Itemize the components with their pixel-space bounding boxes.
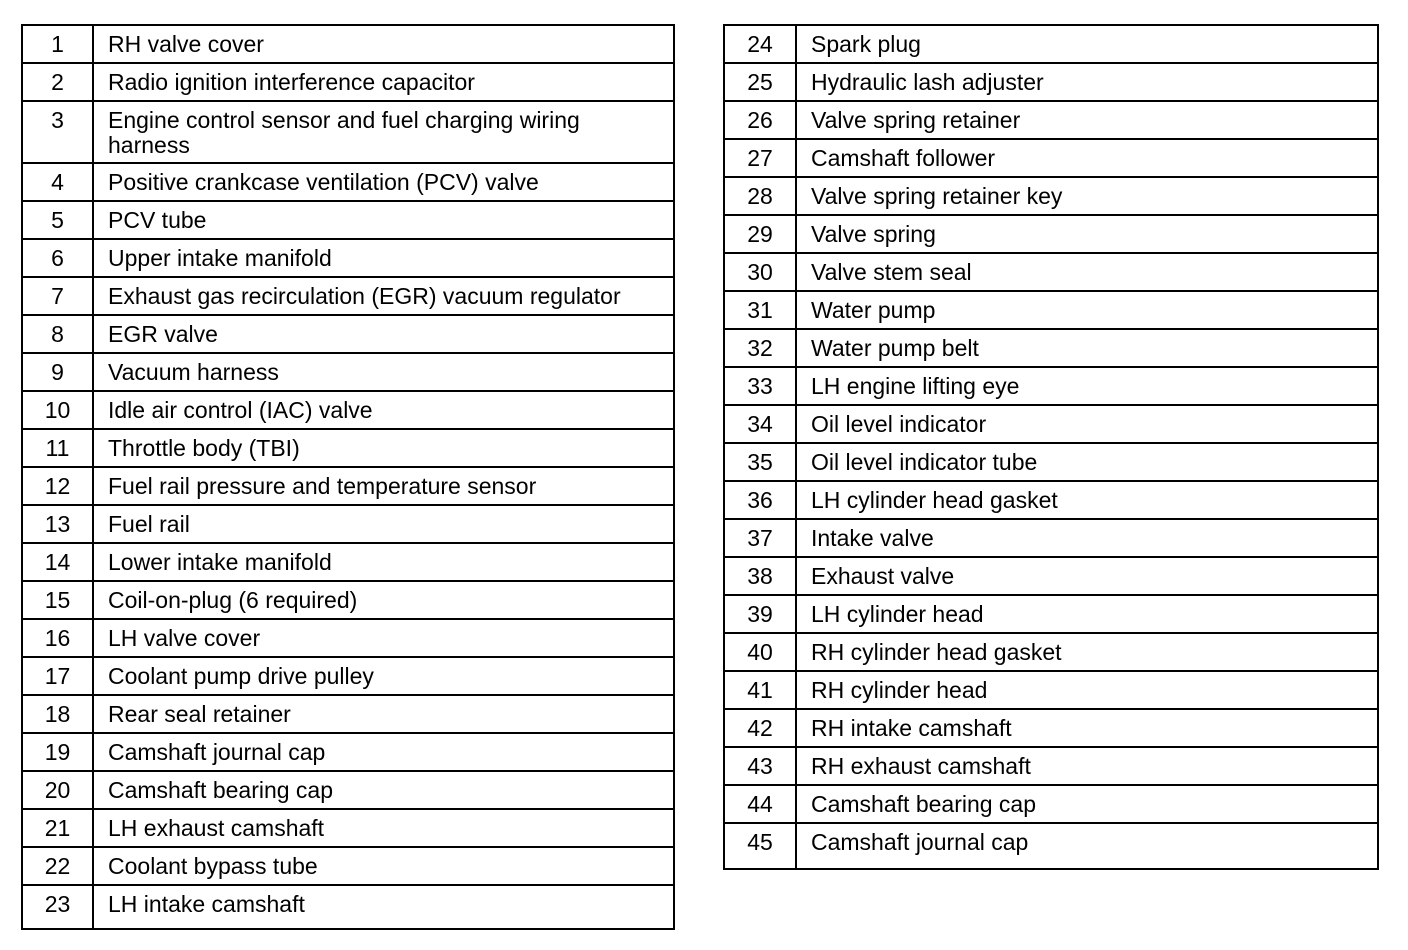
part-number: 34 bbox=[724, 405, 796, 443]
part-description: Valve spring retainer bbox=[796, 101, 1378, 139]
part-number: 20 bbox=[22, 771, 93, 809]
part-description: Lower intake manifold bbox=[93, 543, 674, 581]
part-number: 25 bbox=[724, 63, 796, 101]
part-description: EGR valve bbox=[93, 315, 674, 353]
table-row bbox=[724, 557, 1378, 595]
part-description: Oil level indicator bbox=[796, 405, 1378, 443]
part-number: 5 bbox=[22, 201, 93, 239]
part-description: LH cylinder head bbox=[796, 595, 1378, 633]
part-description: Water pump bbox=[796, 291, 1378, 329]
part-number: 36 bbox=[724, 481, 796, 519]
table-row bbox=[22, 163, 674, 201]
part-number: 26 bbox=[724, 101, 796, 139]
table-row bbox=[724, 367, 1378, 405]
part-number: 16 bbox=[22, 619, 93, 657]
part-description: LH exhaust camshaft bbox=[93, 809, 674, 847]
table-row bbox=[22, 25, 674, 63]
part-number: 22 bbox=[22, 847, 93, 885]
part-description: Coolant pump drive pulley bbox=[93, 657, 674, 695]
table-row bbox=[22, 315, 674, 353]
part-number: 24 bbox=[724, 25, 796, 63]
part-number: 6 bbox=[22, 239, 93, 277]
part-number: 21 bbox=[22, 809, 93, 847]
table-row bbox=[724, 329, 1378, 367]
part-description: Engine control sensor and fuel charging wiring harness bbox=[93, 101, 674, 163]
table-row bbox=[22, 771, 674, 809]
part-description: Radio ignition interference capacitor bbox=[93, 63, 674, 101]
part-description: Oil level indicator tube bbox=[796, 443, 1378, 481]
part-number: 8 bbox=[22, 315, 93, 353]
part-number: 35 bbox=[724, 443, 796, 481]
table-row bbox=[22, 543, 674, 581]
part-description: Valve stem seal bbox=[796, 253, 1378, 291]
part-description: RH intake camshaft bbox=[796, 709, 1378, 747]
part-number: 14 bbox=[22, 543, 93, 581]
part-description: LH intake camshaft bbox=[93, 885, 674, 929]
part-description: Valve spring retainer key bbox=[796, 177, 1378, 215]
part-description: Fuel rail pressure and temperature sensor bbox=[93, 467, 674, 505]
part-number: 10 bbox=[22, 391, 93, 429]
part-number: 32 bbox=[724, 329, 796, 367]
parts-legend-table-right bbox=[723, 24, 1379, 870]
part-number: 33 bbox=[724, 367, 796, 405]
table-row bbox=[22, 885, 674, 929]
part-description: Exhaust gas recirculation (EGR) vacuum regulator bbox=[93, 277, 674, 315]
part-number: 45 bbox=[724, 823, 796, 869]
part-number: 30 bbox=[724, 253, 796, 291]
part-description: Camshaft bearing cap bbox=[93, 771, 674, 809]
part-number: 9 bbox=[22, 353, 93, 391]
part-description: Spark plug bbox=[796, 25, 1378, 63]
table-row bbox=[22, 239, 674, 277]
part-description: Camshaft bearing cap bbox=[796, 785, 1378, 823]
part-number: 2 bbox=[22, 63, 93, 101]
part-description: LH engine lifting eye bbox=[796, 367, 1378, 405]
table-row bbox=[724, 101, 1378, 139]
part-number: 39 bbox=[724, 595, 796, 633]
table-row bbox=[22, 429, 674, 467]
table-row bbox=[22, 63, 674, 101]
table-row bbox=[22, 505, 674, 543]
part-description: Water pump belt bbox=[796, 329, 1378, 367]
part-number: 41 bbox=[724, 671, 796, 709]
part-description: Exhaust valve bbox=[796, 557, 1378, 595]
part-number: 3 bbox=[22, 101, 93, 163]
table-row bbox=[22, 847, 674, 885]
table-row bbox=[724, 595, 1378, 633]
table-row bbox=[724, 671, 1378, 709]
table-row bbox=[724, 25, 1378, 63]
part-description: Coil-on-plug (6 required) bbox=[93, 581, 674, 619]
part-number: 7 bbox=[22, 277, 93, 315]
part-number: 38 bbox=[724, 557, 796, 595]
table-row bbox=[724, 253, 1378, 291]
part-description: PCV tube bbox=[93, 201, 674, 239]
part-description: Rear seal retainer bbox=[93, 695, 674, 733]
part-number: 42 bbox=[724, 709, 796, 747]
table-row bbox=[22, 733, 674, 771]
part-number: 1 bbox=[22, 25, 93, 63]
table-row bbox=[22, 467, 674, 505]
table-row bbox=[22, 353, 674, 391]
part-number: 23 bbox=[22, 885, 93, 929]
part-description: Fuel rail bbox=[93, 505, 674, 543]
part-number: 17 bbox=[22, 657, 93, 695]
part-description: Camshaft follower bbox=[796, 139, 1378, 177]
part-description: RH cylinder head gasket bbox=[796, 633, 1378, 671]
part-description: RH exhaust camshaft bbox=[796, 747, 1378, 785]
part-description: RH cylinder head bbox=[796, 671, 1378, 709]
part-number: 11 bbox=[22, 429, 93, 467]
table-row bbox=[724, 823, 1378, 869]
part-description: Intake valve bbox=[796, 519, 1378, 557]
table-row bbox=[724, 633, 1378, 671]
part-description: Throttle body (TBI) bbox=[93, 429, 674, 467]
table-row bbox=[724, 443, 1378, 481]
parts-legend-table-left bbox=[21, 24, 675, 930]
part-description: LH valve cover bbox=[93, 619, 674, 657]
part-description: Idle air control (IAC) valve bbox=[93, 391, 674, 429]
part-number: 40 bbox=[724, 633, 796, 671]
table-row bbox=[724, 785, 1378, 823]
table-row bbox=[724, 63, 1378, 101]
part-description: Coolant bypass tube bbox=[93, 847, 674, 885]
part-description: Valve spring bbox=[796, 215, 1378, 253]
part-number: 29 bbox=[724, 215, 796, 253]
table-row bbox=[22, 101, 674, 163]
part-number: 12 bbox=[22, 467, 93, 505]
table-row bbox=[22, 277, 674, 315]
table-row bbox=[724, 291, 1378, 329]
part-number: 28 bbox=[724, 177, 796, 215]
table-row bbox=[724, 747, 1378, 785]
part-number: 27 bbox=[724, 139, 796, 177]
part-description: LH cylinder head gasket bbox=[796, 481, 1378, 519]
part-description: Hydraulic lash adjuster bbox=[796, 63, 1378, 101]
table-row bbox=[22, 619, 674, 657]
part-number: 15 bbox=[22, 581, 93, 619]
part-description: Upper intake manifold bbox=[93, 239, 674, 277]
table-row bbox=[724, 139, 1378, 177]
part-description: Camshaft journal cap bbox=[93, 733, 674, 771]
table-row bbox=[22, 391, 674, 429]
table-row bbox=[22, 657, 674, 695]
table-row bbox=[22, 581, 674, 619]
table-row bbox=[22, 695, 674, 733]
table-row bbox=[22, 809, 674, 847]
table-row bbox=[724, 519, 1378, 557]
part-description: Vacuum harness bbox=[93, 353, 674, 391]
part-number: 44 bbox=[724, 785, 796, 823]
part-number: 13 bbox=[22, 505, 93, 543]
part-number: 18 bbox=[22, 695, 93, 733]
part-number: 31 bbox=[724, 291, 796, 329]
part-number: 43 bbox=[724, 747, 796, 785]
part-number: 19 bbox=[22, 733, 93, 771]
table-row bbox=[724, 177, 1378, 215]
part-description: Positive crankcase ventilation (PCV) valve bbox=[93, 163, 674, 201]
part-description: RH valve cover bbox=[93, 25, 674, 63]
table-row bbox=[724, 481, 1378, 519]
part-number: 37 bbox=[724, 519, 796, 557]
table-row bbox=[22, 201, 674, 239]
table-row bbox=[724, 709, 1378, 747]
part-number: 4 bbox=[22, 163, 93, 201]
table-row bbox=[724, 215, 1378, 253]
table-row bbox=[724, 405, 1378, 443]
part-description: Camshaft journal cap bbox=[796, 823, 1378, 869]
